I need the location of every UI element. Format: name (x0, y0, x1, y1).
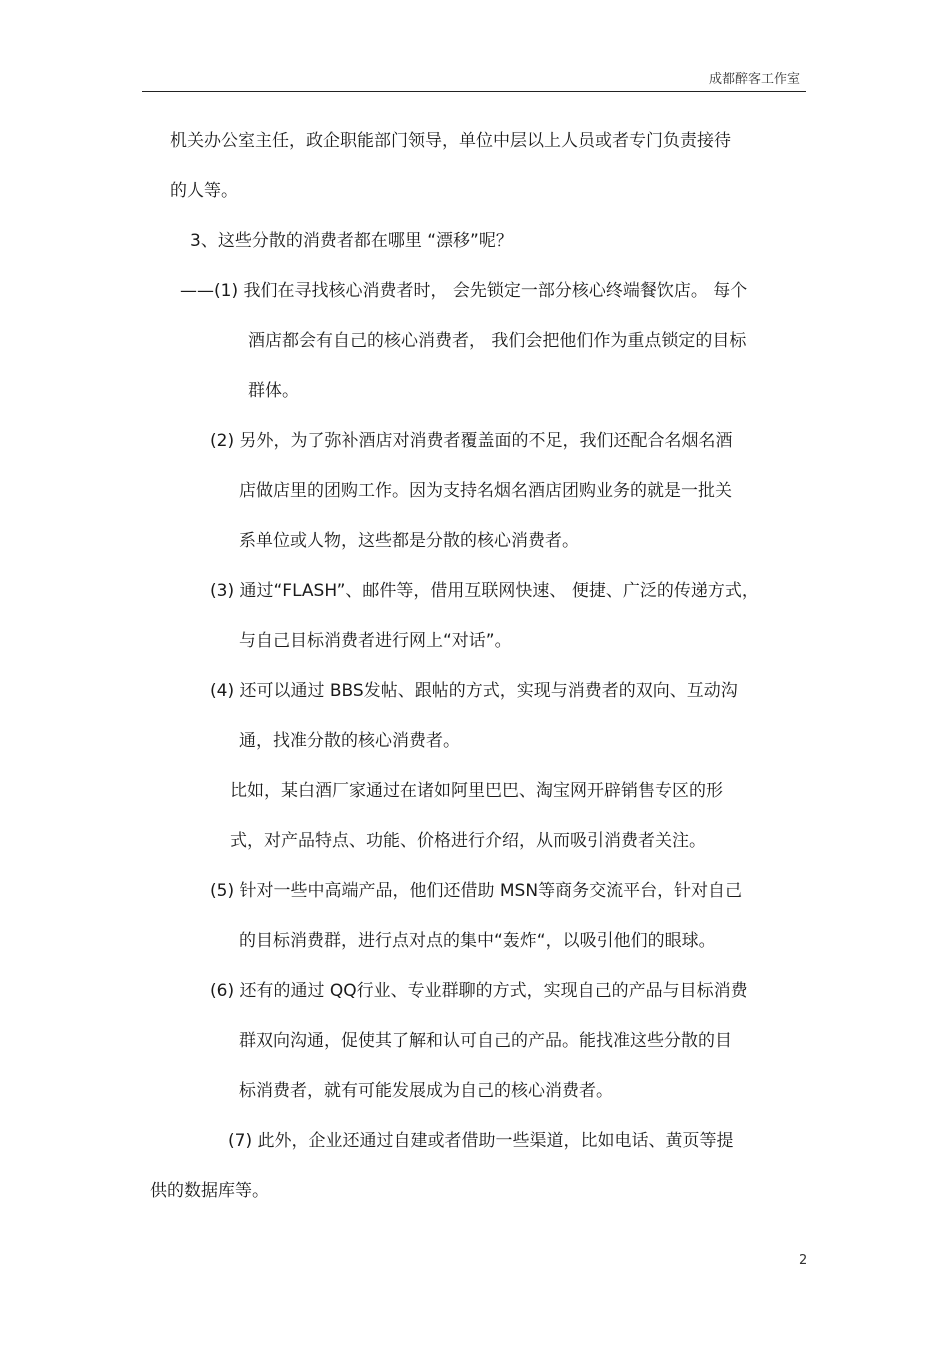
list-item-6-line-3: 标消费者，就有可能发展成为自己的核心消费者。 (239, 1081, 613, 1101)
list-item-4-line-2: 通，找准分散的核心消费者。 (239, 731, 460, 751)
header-rule (142, 91, 806, 92)
section-heading-3: 3、这些分散的消费者都在哪里 “漂移”呢？ (190, 231, 513, 251)
list-item-7-line-1: (7) 此外，企业还通过自建或者借助一些渠道，比如电话、黄页等提 (228, 1131, 734, 1151)
list-item-6-line-2: 群双向沟通，促使其了解和认可自己的产品。能找准这些分散的目 (239, 1031, 732, 1051)
list-item-1-line-2: 酒店都会有自己的核心消费者， 我们会把他们作为重点锁定的目标 (248, 331, 747, 351)
list-item-3-line-1: (3) 通过“FLASH”、邮件等，借用互联网快速、 便捷、广泛的传递方式， (210, 581, 759, 601)
list-item-4-line-1: (4) 还可以通过 BBS发帖、跟帖的方式，实现与消费者的双向、互动沟 (210, 681, 738, 701)
list-item-2-line-3: 系单位或人物，这些都是分散的核心消费者。 (239, 531, 579, 551)
example-line-2: 式，对产品特点、功能、价格进行介绍，从而吸引消费者关注。 (230, 831, 706, 851)
list-item-2-line-2: 店做店里的团购工作。因为支持名烟名酒店团购业务的就是一批关 (239, 481, 732, 501)
list-item-2-line-1: (2) 另外，为了弥补酒店对消费者覆盖面的不足，我们还配合名烟名酒 (210, 431, 733, 451)
text-line-1: 机关办公室主任，政企职能部门领导，单位中层以上人员或者专门负责接待 (170, 131, 731, 151)
list-item-5-line-1: (5) 针对一些中高端产品，他们还借助 MSN等商务交流平台，针对自己 (210, 881, 743, 901)
text-line-2: 的人等。 (170, 181, 238, 201)
list-item-3-line-2: 与自己目标消费者进行网上“对话”。 (239, 631, 512, 651)
example-line-1: 比如，某白酒厂家通过在诸如阿里巴巴、淘宝网开辟销售专区的形 (230, 781, 723, 801)
list-item-7-line-2: 供的数据库等。 (150, 1181, 269, 1201)
list-item-1-line-3: 群体。 (248, 381, 299, 401)
list-item-1-line-1: ——(1) 我们在寻找核心消费者时， 会先锁定一部分核心终端餐饮店。 每个 (180, 281, 748, 301)
list-item-5-line-2: 的目标消费群，进行点对点的集中“轰炸“，以吸引他们的眼球。 (239, 931, 716, 951)
list-item-6-line-1: (6) 还有的通过 QQ行业、专业群聊的方式，实现自己的产品与目标消费 (210, 981, 748, 1001)
page-header-title: 成都醉客工作室 (708, 72, 800, 87)
page-number: 2 (799, 1253, 808, 1268)
